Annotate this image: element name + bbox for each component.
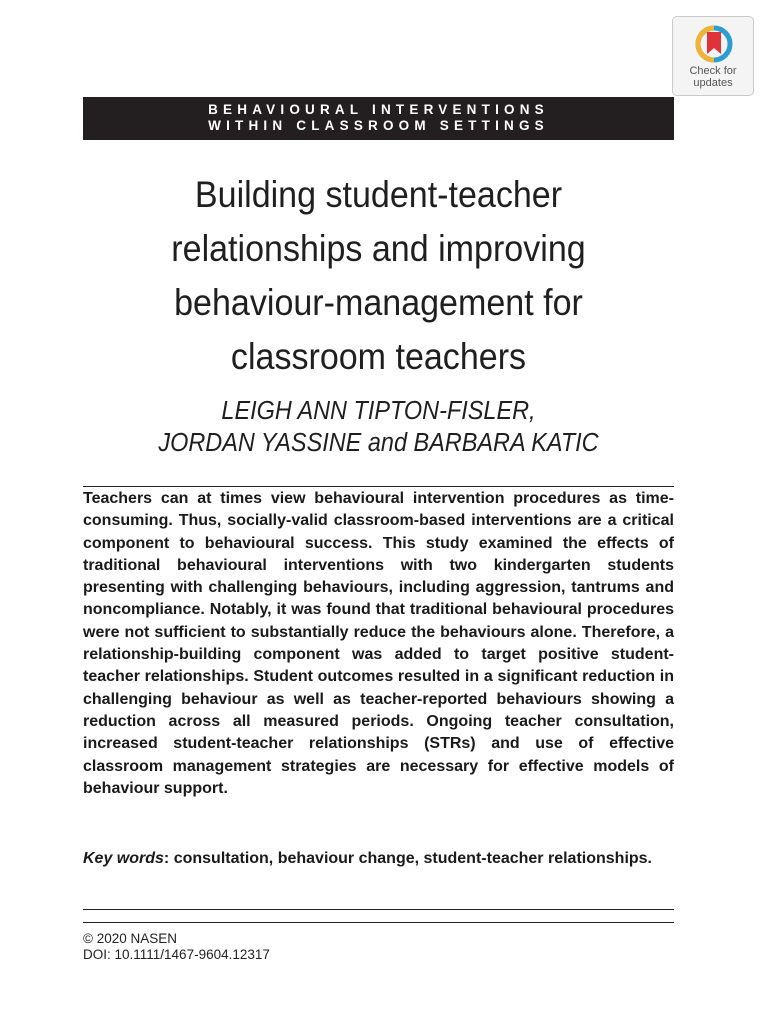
- keywords-text: : consultation, behaviour change, student-teacher relationships.: [163, 850, 652, 867]
- check-for-updates-icon: [693, 23, 735, 65]
- keywords: [83, 848, 674, 870]
- title-line: Building student-teacher: [194, 174, 563, 215]
- authors-line2: JORDAN YASSINE and BARBARA KATIC: [158, 429, 599, 457]
- title-line: behaviour-management for: [174, 282, 583, 323]
- copyright-text: © 2020 NASEN: [83, 931, 177, 946]
- check-for-updates-label: [673, 65, 753, 89]
- footer-rule-upper: [83, 909, 674, 910]
- authors-line1: LEIGH ANN TIPTON-FISLER,: [221, 397, 536, 425]
- footer-rule-lower: [83, 922, 674, 923]
- badge-label-line2: updates: [693, 77, 733, 89]
- section-header-line2: WITHIN CLASSROOM SETTINGS: [208, 118, 549, 133]
- copyright-block: [83, 931, 270, 963]
- article-title: [107, 168, 651, 384]
- title-line: relationships and improving: [171, 228, 586, 269]
- author-list: [95, 395, 663, 459]
- doi-text[interactable]: DOI: 10.1111/1467-9604.12317: [83, 947, 270, 962]
- keywords-label: Key words: [83, 850, 164, 867]
- section-header-bar: [83, 97, 674, 140]
- check-for-updates-badge[interactable]: [672, 16, 754, 96]
- abstract-text: Teachers can at times view behavioural intervention procedures as time-consuming. Thus, socially-valid classroom-based interventions are a critical component to behavioural success. This study examined the effects of traditional behavioural interventions with two kindergarten students presenting with challenging behaviours, including aggression, tantrums and noncompliance. Notably, it was found that traditional behavioural procedures were not sufficient to substantially reduce the behaviours alone. Therefore, a relationship-building component was added to target positive student-teacher relationships. Student outcomes resulted in a significant reduction in challenging behaviour as well as teacher-reported behaviours showing a reduction across all measured periods. Ongoing teacher consultation, increased student-teacher relationships (STRs) and use of effective classroom management strategies are necessary for effective models of behaviour support.: [83, 490, 674, 797]
- section-header-line1: BEHAVIOURAL INTERVENTIONS: [208, 102, 549, 117]
- title-line: classroom teachers: [230, 336, 527, 377]
- abstract-top-rule: [83, 486, 674, 487]
- badge-label-line1: Check for: [689, 65, 737, 77]
